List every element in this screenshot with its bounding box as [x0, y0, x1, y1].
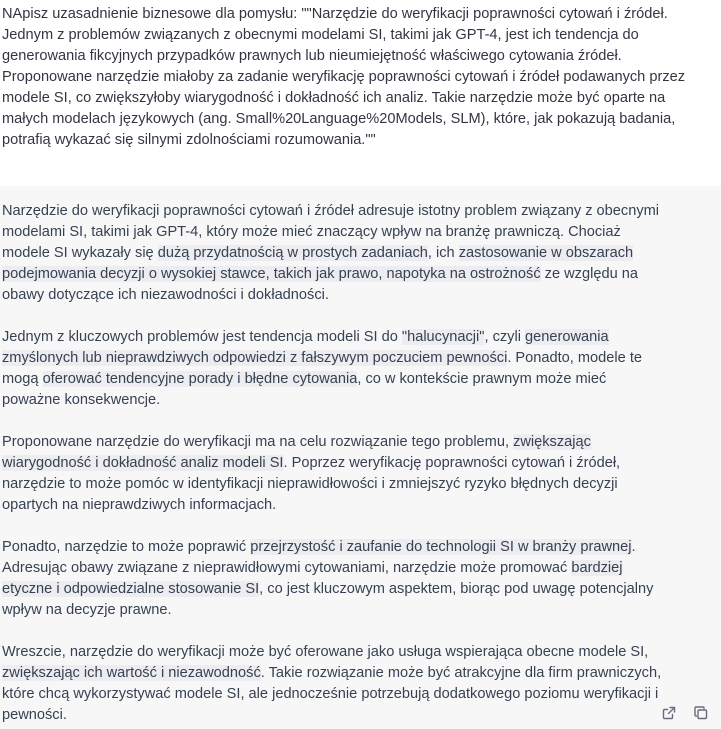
user-message-text: NApisz uzasadnienie biznesowe dla pomysłu: ""Narzędzie do weryfikacji poprawności cytowań i źródeł. Jednym z problemów związanych z obecnymi modelami SI, takimi jak GPT-4, jest ich tendencja do generowania fikcyjnych przypadków prawnych lub nieumiejętność właściwego cytowania źródeł. Proponowane narzędzie miałoby za zadanie weryfikację poprawności cytowań i źródeł podawanych przez modele SI, co zwiększyłoby wiarygodność i dokładność ich analiz. Takie narzędzie może być oparte na małych modelach językowych (ang. Small%20Language%20Models, SLM), które, jak pokazują badania, potrafią wykazać się silnymi zdolnościami rozumowania."" [2, 6, 686, 148]
text-span: . Adresując obawy związane z nieprawidłowymi cytowaniami, narzędzie może promować [2, 539, 636, 576]
text-span: , ich [427, 245, 459, 261]
highlighted-phrase: bardziej etyczne i odpowiedzialne stosowanie SI [2, 560, 623, 597]
highlighted-phrase: oferować tendencyjne porady i błędne cytowania [42, 371, 358, 387]
text-span: Wreszcie, narzędzie do weryfikacji może być oferowane jako usługa wspierająca obecne modele SI, [2, 644, 649, 660]
assistant-paragraph-3 [2, 432, 667, 516]
message-actions [659, 703, 711, 723]
text-span: . Poprzez weryfikację poprawności cytowań i źródeł, narzędzie to może pomóc w identyfikacji nieprawidłowości i zmniejszyć ryzyko błędnych decyzji opartych na nieprawdziwych informacjach. [2, 455, 621, 513]
text-span: ze względu na obawy dotyczące ich niezawodności i dokładności. [2, 266, 638, 303]
copy-icon [693, 705, 709, 721]
highlighted-phrase: zastosowanie w obszarach podejmowania decyzji o wysokiej stawce, takich jak prawo, napotyka na ostrożność [2, 245, 634, 282]
assistant-paragraph-5 [2, 642, 667, 726]
highlighted-phrase: zwiększając ich wartość i niezawodność [2, 665, 261, 681]
highlighted-phrase: generowania zmyślonych lub nieprawdziwych odpowiedzi z fałszywym poczuciem pewności [2, 329, 609, 366]
text-span: , co w kontekście prawnym może mieć poważne konsekwencje. [2, 371, 607, 408]
assistant-paragraph-2 [2, 327, 667, 411]
assistant-paragraph-4 [2, 537, 667, 621]
highlighted-phrase: dużą przydatnością w prostych zadaniach [157, 245, 428, 261]
text-span: Jednym z kluczowych problemów jest tendencja modeli SI do [2, 329, 402, 345]
text-span: . Ponadto, modele te mogą [2, 350, 642, 387]
text-span: Narzędzie do weryfikacji poprawności cytowań i źródeł adresuje istotny problem związany z obecnymi modelami SI, takimi jak GPT-4, który może mieć znaczący wpływ na branżę prawniczą. Chociaż modele SI wykazały się [2, 203, 660, 261]
text-span: Proponowane narzędzie do weryfikacji ma na celu rozwiązanie tego problemu, [2, 434, 514, 450]
text-span: , co jest kluczowym aspektem, biorąc pod uwagę potencjalny wpływ na decyzje prawne. [2, 581, 654, 618]
highlighted-phrase: zwiększając wiarygodność i dokładność analiz modeli SI [2, 434, 591, 471]
copy-button[interactable] [691, 703, 711, 723]
highlighted-phrase: "halucynacji" [401, 329, 485, 345]
text-span: . Takie rozwiązanie może być atrakcyjne dla firm prawniczych, które chcą wykorzystywać modele SI, ale jednocześnie potrzebują dodatkowego poziomu weryfikacji i pewności. [2, 665, 662, 723]
share-button[interactable] [659, 703, 679, 723]
assistant-paragraph-1 [2, 201, 667, 306]
assistant-message [0, 186, 721, 729]
share-icon [661, 705, 677, 721]
text-span: Ponadto, narzędzie to może poprawić [2, 539, 251, 555]
text-span: , czyli [484, 329, 526, 345]
highlighted-phrase: przejrzystość i zaufanie do technologii SI w branży prawnej [250, 539, 632, 555]
user-message [0, 0, 721, 186]
